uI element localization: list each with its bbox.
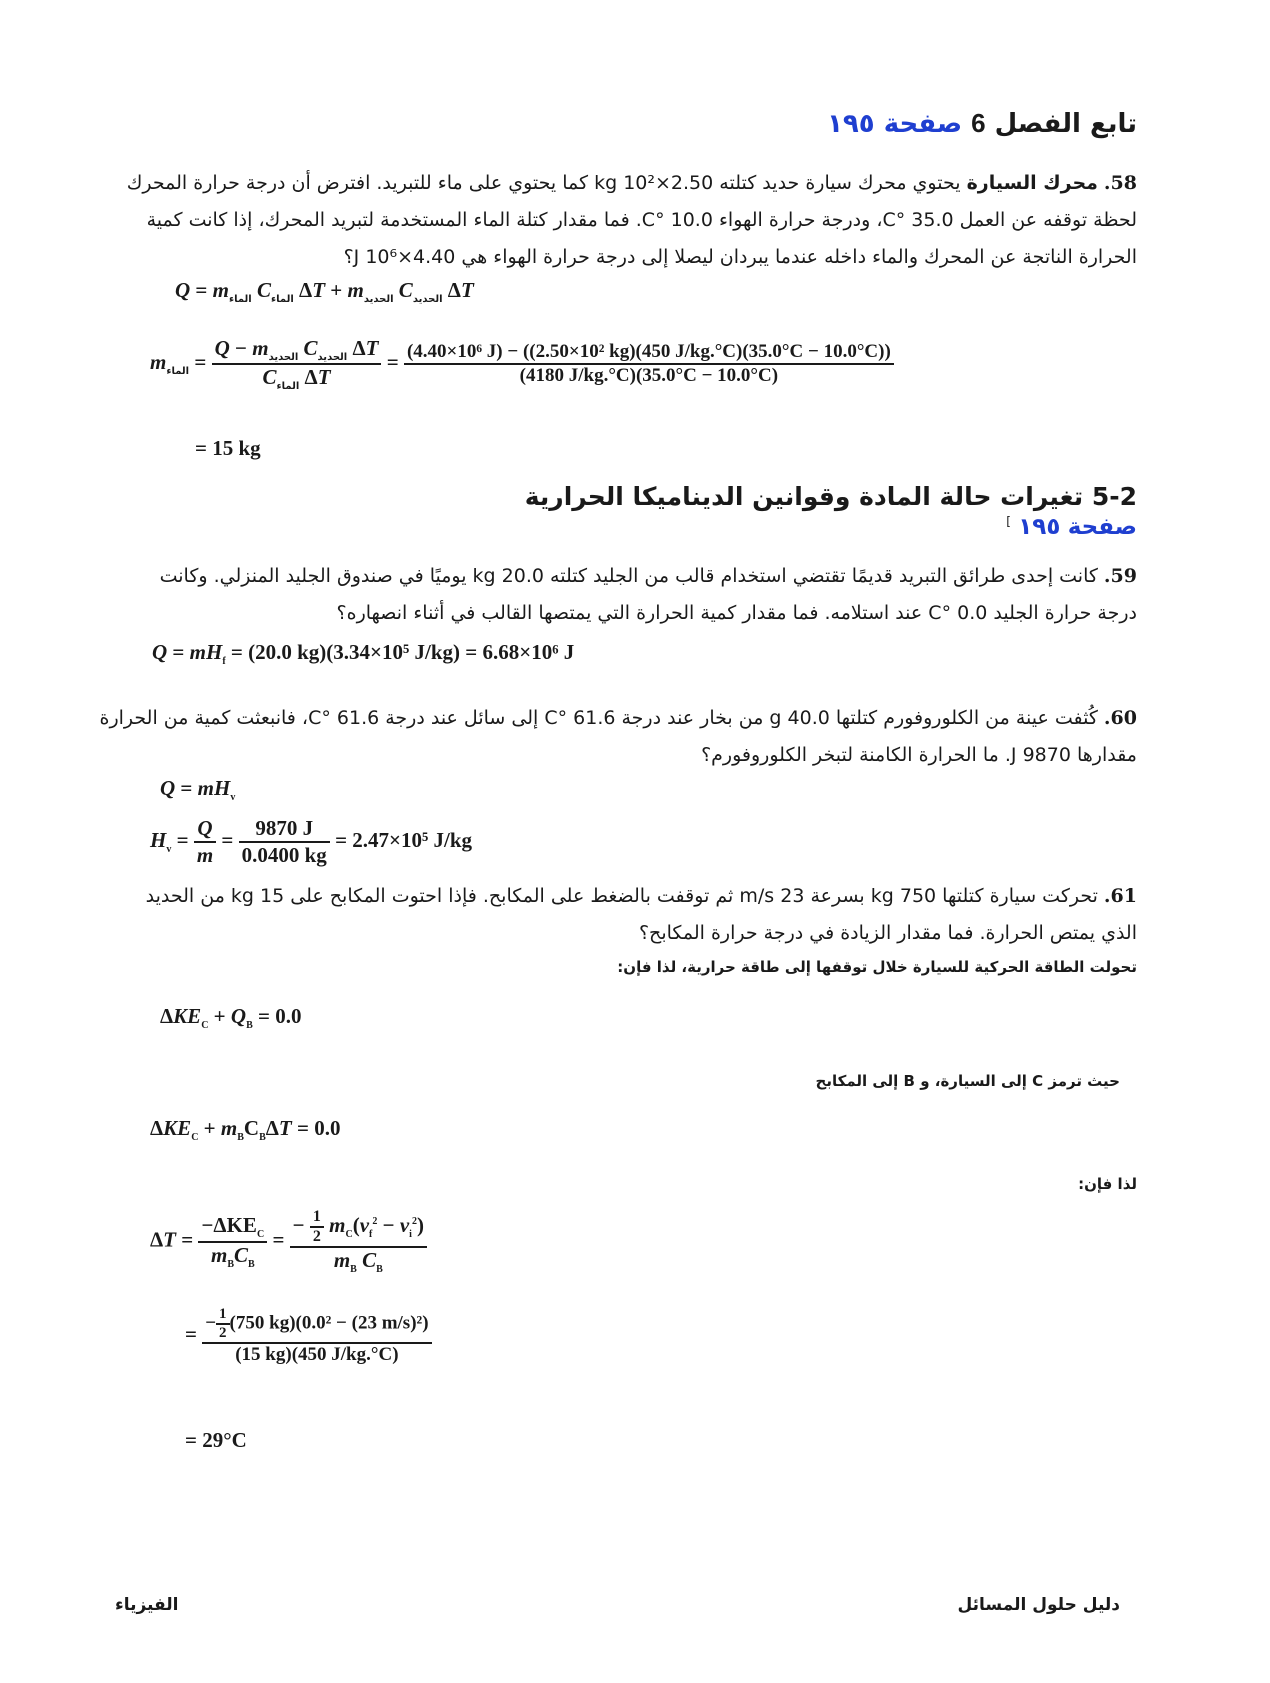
subscript-water: الماء	[276, 381, 300, 393]
fraction-symbolic: $\frac{Q - m_{الحديد} C_{الحديد} \Delta T}{C_{الماء} \Delta T}$	[212, 336, 382, 392]
header-page-number: ١٩٥	[827, 109, 875, 139]
fraction-denominator: (15 kg)(450 J/kg.°C)	[235, 1344, 399, 1365]
problem-number: 58.	[1103, 172, 1137, 194]
equation-water-mass: $m_{الماء}$ = $\frac{Q - m_{الحديد} C_{الحديد} \Delta T}{C_{الماء} \Delta T}$ = $\frac{\text{(4.40×10⁶ J) − ((2.50×10² kg)(450 J/kg.°C)(35.0°C − 10.0°C))}}{(4180 J/kg.^\circ C)(35.0^\circ C - 10.0^\circ C)}$	[150, 336, 894, 392]
fraction-denominator: 0.0400 kg	[241, 843, 327, 867]
subscript-water: الماء	[166, 366, 190, 378]
subscript-iron: الحديد	[317, 352, 348, 364]
fraction-numerator: 9870 J	[239, 816, 330, 843]
problem-number: 61.	[1103, 885, 1137, 907]
fraction-denominator: (4180 J/kg.°C)(35.0°C − 10.0°C)	[519, 365, 779, 387]
problem-text-line: الحرارة الناتجة عن المحرك والماء داخله عندما يبردان ليصلا إلى درجة حرارة الهواء هي 4.40×10⁶ J؟	[343, 246, 1137, 268]
problem-text-line: درجة حرارة الجليد 0.0 °C عند استلامه. فما مقدار كمية الحرارة التي يمتصها القالب في أثناء انصهاره؟	[336, 602, 1137, 624]
problem-number: 59.	[1103, 565, 1137, 587]
equation-59-rest: = (20.0 kg)(3.34×10⁵ J/kg) = 6.68×10⁶ J	[225, 640, 575, 664]
problem-text-line: كُثفت عينة من الكلوروفورم كتلتها 40.0 g من بخار عند درجة 61.6 °C إلى سائل عند درجة 61.6 °C، فانبعثت كمية من الحرارة	[99, 707, 1098, 729]
note-therefore: لذا فإن:	[1078, 1175, 1137, 1193]
problem-text-line: الذي يمتص الحرارة. فما مقدار الزيادة في درجة حرارة المكابح؟	[638, 922, 1137, 944]
fraction-numerator: (750 kg)(0.0² − (23 m/s)²)	[229, 1312, 429, 1334]
section-heading	[525, 482, 1137, 511]
section-mark: ]	[1006, 514, 1011, 529]
fraction-numeric	[404, 341, 894, 387]
footer-book-title: دليل حلول المسائل	[957, 1595, 1120, 1615]
result-58: = 15 kg	[195, 436, 261, 460]
problem-text-line: كانت إحدى طرائق التبريد قديمًا تقتضي استخدام قالب من الجليد كتلته 20.0 kg يوميًا في صندوق الجليد المنزلي. وكانت	[159, 565, 1098, 587]
equation-61-c: ΔT = $\frac{-\Delta KE_C}{m_BC_B}$ = − $\frac{1}{2}$ $m_C(v_f^2 - v_i^2)$ $m_B$ $C_B$	[150, 1208, 427, 1275]
section-page-word: صفحة	[1067, 514, 1137, 540]
problem-text-line: لحظة توقفه عن العمل 35.0 °C، ودرجة حرارة الهواء 10.0 °C. فما مقدار كتلة الماء المستخدمة لتبريد المحرك، إذا كانت كمية	[146, 209, 1137, 231]
subscript-iron: الحديد	[268, 352, 299, 364]
section-page-number: ١٩٥	[1018, 514, 1061, 540]
header-title: تابع الفصل	[994, 109, 1137, 139]
chapter-header	[827, 108, 1137, 139]
section-page-ref	[1006, 514, 1137, 540]
problem-number: 60.	[1103, 707, 1137, 729]
problem-59	[115, 558, 1137, 632]
problem-58	[115, 165, 1137, 276]
problem-lead: محرك السيارة	[966, 172, 1098, 194]
equation-59: $Q = mH_f = (20.0$ kg)(3.34×10⁵ J/kg) = 6.68×10⁶ J	[152, 640, 575, 668]
equation-61-b: $\Delta KE_C + m_BC_B\Delta T = 0.0$	[150, 1116, 341, 1144]
equation-61-d: = − $\frac{1}{2}$ (750 kg)(0.0² − (23 m/s)²) (15 kg)(450 J/kg.°C)	[185, 1306, 432, 1366]
problem-text-line: يحتوي محرك سيارة حديد كتلته 2.50×10² kg كما يحتوي على ماء للتبريد. افترض أن درجة حرارة المحرك	[126, 172, 961, 194]
subscript-water: الماء	[228, 294, 252, 306]
fraction-60	[239, 816, 330, 868]
equation-60-a: $Q = mH_v$	[160, 776, 236, 804]
note-energy-conversion: تحولت الطاقة الحركية للسيارة خلال توقفها إلى طاقة حرارية، لذا فإن:	[617, 958, 1137, 976]
equation-heat-balance: $Q = m_{الماء}$ $C_{الماء}$ $\Delta T + m_{الحديد}$ $C_{الحديد}$ ΔT	[175, 278, 474, 306]
subscript-iron: الحديد	[412, 294, 443, 306]
subscript-iron: الحديد	[363, 294, 394, 306]
problem-text-line: تحركت سيارة كتلتها 750 kg بسرعة 23 m/s ثم توقفت بالضغط على المكابح. فإذا احتوت المكابح على 15 kg من الحديد	[145, 885, 1098, 907]
footer-subject: الفيزياء	[115, 1595, 179, 1615]
result-60: = 2.47×10⁵ J/kg	[329, 827, 473, 852]
problem-60	[99, 700, 1137, 774]
subscript-water: الماء	[271, 294, 294, 306]
problem-61	[115, 878, 1137, 952]
chapter-number: 6	[971, 108, 986, 138]
header-page-word: صفحة	[883, 109, 963, 139]
problem-text-line: مقدارها 9870 J. ما الحرارة الكامنة لتبخر الكلوروفورم؟	[701, 744, 1137, 766]
equation-61-a: $\Delta KE_C + Q_B = 0.0$	[160, 1004, 302, 1032]
result-61: = 29°C	[185, 1428, 247, 1452]
section-title: 5-2 تغيرات حالة المادة وقوانين الديناميكا الحرارية	[524, 482, 1137, 511]
fraction-numerator: (4.40×10⁶ J) − ((2.50×10² kg)(450 J/kg.°C)(35.0°C − 10.0°C))	[404, 341, 894, 365]
equation-60-b: $H_v$ = $\frac{Q}{m}$ = $\frac{9870 J}{0.0400 kg}$ = 2.47×10⁵ J/kg	[150, 816, 473, 867]
note-symbols: حيث ترمز C إلى السيارة، و B إلى المكابح	[815, 1072, 1120, 1090]
